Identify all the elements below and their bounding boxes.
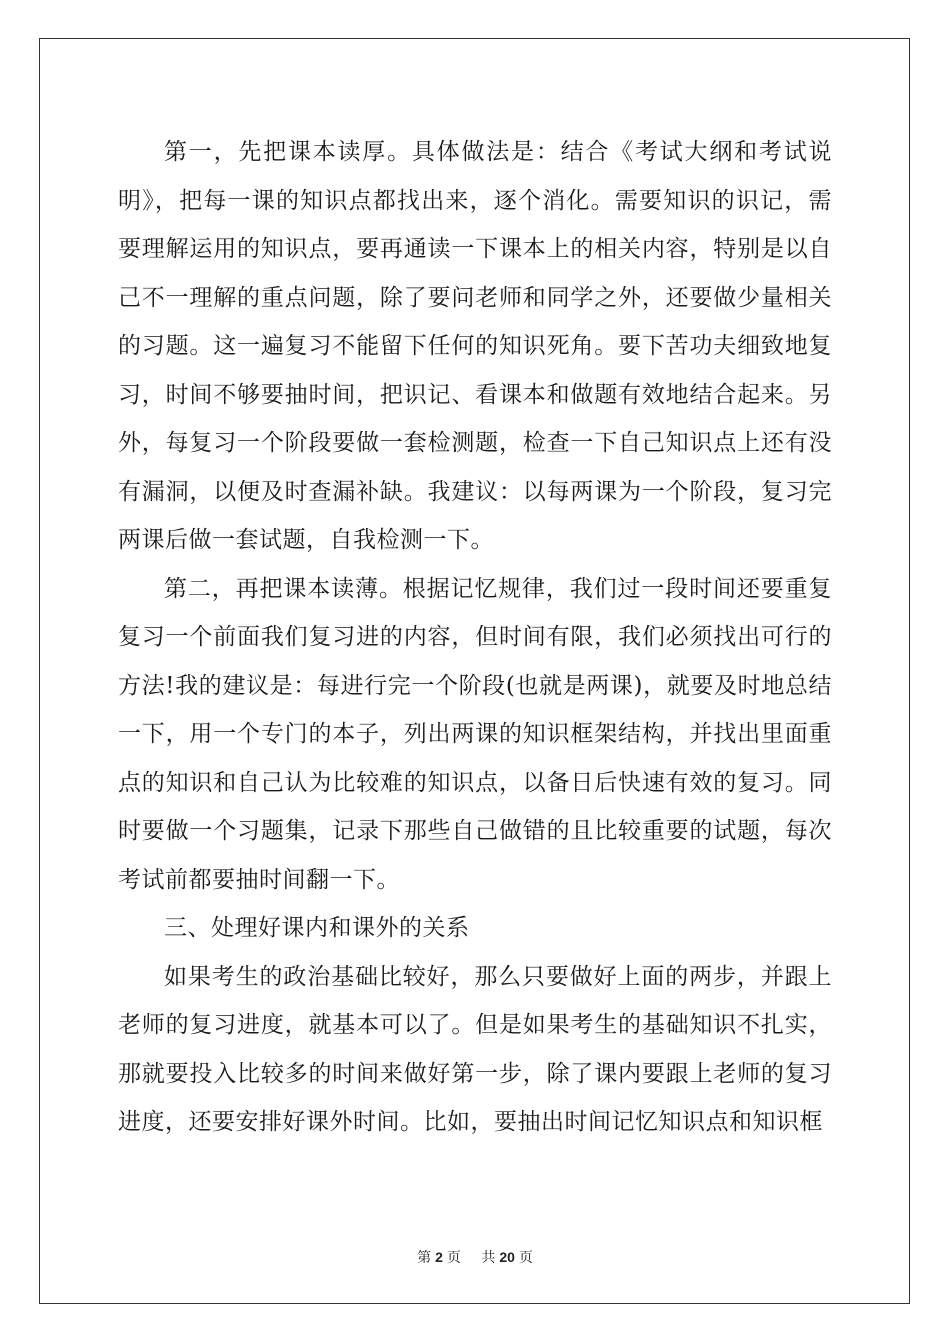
- page-number: 2: [435, 1249, 443, 1265]
- page-label-suffix: 页: [446, 1250, 461, 1266]
- total-indicator: [477, 1250, 537, 1266]
- paragraph-2: 第二，再把课本读薄。根据记忆规律，我们过一段时间还要重复复习一个前面我们复习进的内容，但时间有限，我们必须找出可行的方法!我的建议是：每进行完一个阶段(也就是两课)，就要及时地总结一下，用一个专门的本子，列出两课的知识框架结构，并找出里面重点的知识和自己认为比较难的知识点，以备日后快速有效的复习。同时要做一个习题集，记录下那些自己做错的且比较重要的试题，每次考试前都要抽时间翻一下。: [118, 575, 832, 893]
- page-indicator: [413, 1250, 465, 1266]
- paragraph-1: 第一，先把课本读厚。具体做法是：结合《考试大纲和考试说明》，把每一课的知识点都找出来，逐个消化。需要知识的识记，需要理解运用的知识点，要再通读一下课本上的相关内容，特别是以自己不一理解的重点问题，除了要问老师和同学之外，还要做少量相关的习题。这一遍复习不能留下任何的知识死角。要下苦功夫细致地复习，时间不够要抽时间，把识记、看课本和做题有效地结合起来。另外，每复习一个阶段要做一套检测题，检查一下自己知识点上还有没有漏洞，以便及时查漏补缺。我建议：以每两课为一个阶段，复习完两课后做一套试题，自我检测一下。: [118, 139, 832, 553]
- document-body: [118, 128, 832, 1147]
- paragraph-3: 如果考生的政治基础比较好，那么只要做好上面的两步，并跟上老师的复习进度，就基本可以了。但是如果考生的基础知识不扎实，那就要投入比较多的时间来做好第一步，除了课内要跟上老师的复习进度，还要安排好课外时间。比如，要抽出时间记忆知识点和知识框: [118, 963, 832, 1135]
- page-footer: [0, 1247, 950, 1267]
- total-label-prefix: 共: [481, 1250, 496, 1266]
- page-label-prefix: 第: [417, 1250, 432, 1266]
- total-pages: 20: [499, 1249, 515, 1265]
- section-heading: 三、处理好课内和课外的关系: [164, 915, 470, 941]
- total-label-suffix: 页: [518, 1250, 533, 1266]
